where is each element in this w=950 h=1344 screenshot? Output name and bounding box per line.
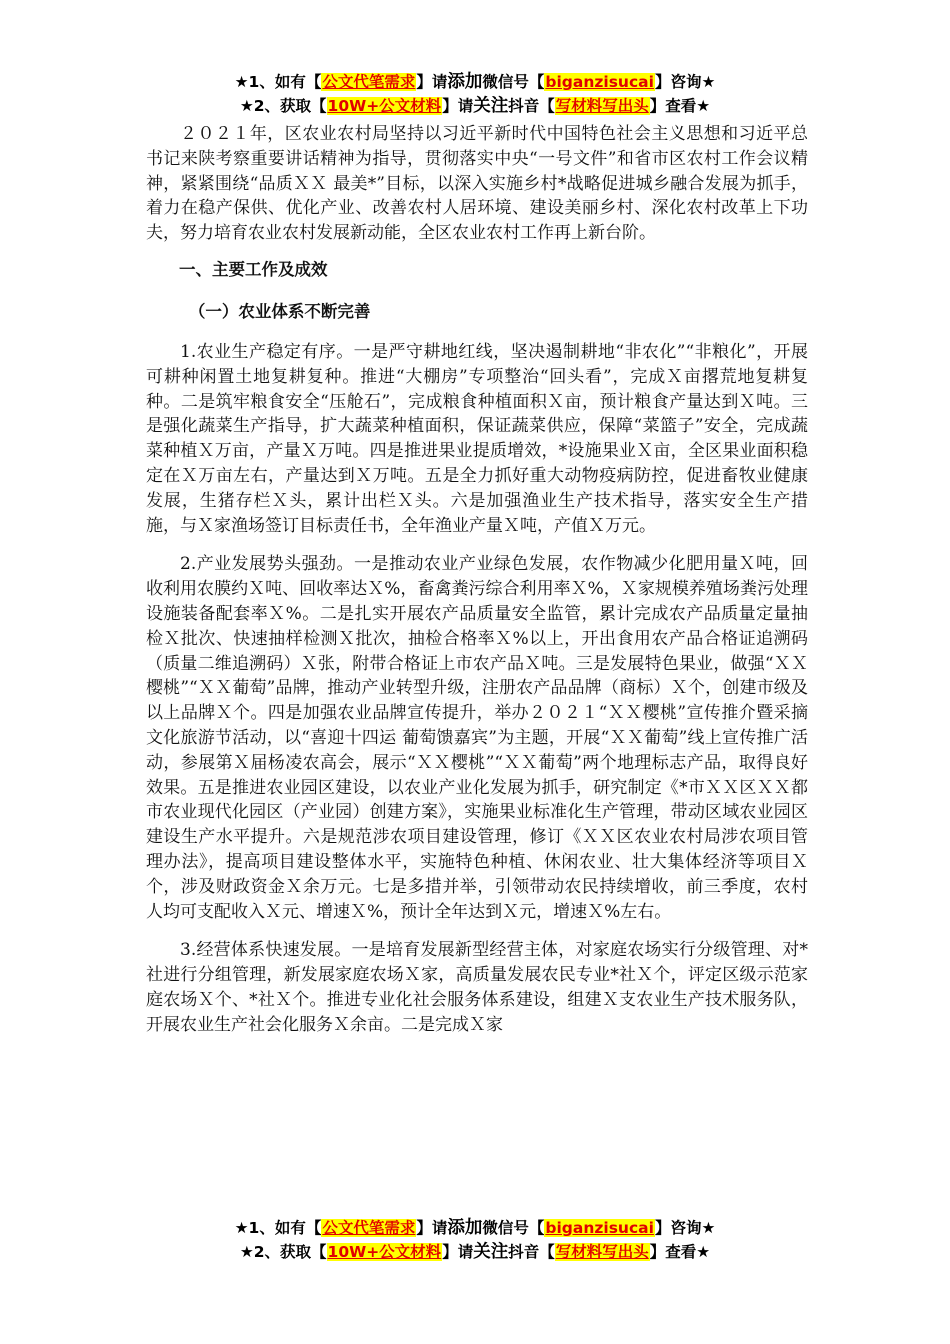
banner-text: ★1、如有【: [234, 1219, 322, 1237]
banner-text: 】查看★: [649, 1243, 711, 1261]
banner-line-2: [0, 94, 950, 118]
paragraph-operating-system: 3.经营体系快速发展。一是培育发展新型经营主体，对家庭农场实行分级管理、对*社进行分组管理，新发展家庭农场Ｘ家，高质量发展农民专业*社Ｘ个，评定区级示范家庭农场Ｘ个、*社Ｘ个。推进专业化社会服务体系建设，组建Ｘ支农业生产技术服务队，开展农业生产社会化服务Ｘ余亩。二是完成Ｘ家: [146, 940, 808, 1035]
banner-text: 】请: [442, 97, 474, 115]
banner-text: 抖音【: [508, 1243, 555, 1261]
section-heading: 一、主要工作及成效: [179, 259, 328, 279]
highlight-douyin-account: 写材料写出头: [555, 97, 649, 115]
banner-text: 微信号【: [482, 73, 545, 91]
banner-text: 】查看★: [649, 97, 711, 115]
banner-text: 微信号【: [482, 1219, 545, 1237]
highlight-materials: 10W+公文材料: [327, 97, 442, 115]
banner-line-1: [0, 70, 950, 94]
highlight-wechat-id: biganzisucai: [545, 1219, 654, 1237]
banner-emphasis: 添加: [447, 72, 483, 92]
intro-paragraph: ２０２１年，区农业农村局坚持以习近平新时代中国特色社会主义思想和习近平总书记来陕考察重要讲话精神为指导，贯彻落实中央“一号文件”和省市区农村工作会议精神，紧紧围绕“品质ＸＸ 最美*”目标，以深入实施乡村*战略促进城乡融合发展为抓手，着力在稳产保供、优化产业、改善农村人居环境、建设美丽乡村、深化农村改革上下功夫，努力培育农业农村发展新动能，全区农业农村工作再上新台阶。: [146, 124, 808, 244]
banner-text: 】咨询★: [654, 1219, 716, 1237]
banner-text: ★1、如有【: [234, 73, 322, 91]
paragraph-industry-development: 2.产业发展势头强劲。一是推动农业产业绿色发展，农作物减少化肥用量Ｘ吨，回收利用农膜约Ｘ吨、回收率达Ｘ%，畜禽粪污综合利用率Ｘ%，Ｘ家规模养殖场粪污处理设施装备配套率Ｘ%。二是扎实开展农产品质量安全监管，累计完成农产品质量定量抽检Ｘ批次、快速抽样检测Ｘ批次，抽检合格率Ｘ%以上，开出食用农产品合格证追溯码（质量二维追溯码）Ｘ张，附带合格证上市农产品Ｘ吨。三是发展特色果业，做强“ＸＸ樱桃”“ＸＸ葡萄”品牌，推动产业转型升级，注册农产品品牌（商标）Ｘ个，创建市级及以上品牌Ｘ个。四是加强农业品牌宣传提升，举办２０２１“ＸＸ樱桃”宣传推介暨采摘文化旅游节活动，以“喜迎十四运 葡萄馈嘉宾”为主题，开展“ＸＸ葡萄”线上宣传推广活动，参展第Ｘ届杨凌农高会，展示“ＸＸ樱桃”“ＸＸ葡萄”两个地理标志产品，取得良好效果。五是推进农业园区建设，以农业产业化发展为抓手，研究制定《*市ＸＸ区ＸＸ都市农业现代化园区（产业园）创建方案》，实施果业标准化生产管理，带动区域农业园区建设生产水平提升。六是规范涉农项目建设管理，修订《ＸＸ区农业农村局涉农项目管理办法》，提高项目建设整体水平，实施特色种植、休闲农业、壮大集体经济等项目Ｘ个，涉及财政资金Ｘ余万元。七是多措并举，引领带动农民持续增收，前三季度，农村人均可支配收入Ｘ元、增速Ｘ%，预计全年达到Ｘ元，增速Ｘ%左右。: [146, 554, 808, 922]
banner-text: ★2、获取【: [239, 1243, 327, 1261]
banner-text: 】请: [416, 73, 448, 91]
highlight-wechat-id: biganzisucai: [545, 73, 654, 91]
banner-text: 】请: [442, 1243, 474, 1261]
banner-text: ★2、获取【: [239, 97, 327, 115]
document-body: [146, 122, 808, 1052]
banner-emphasis: 添加: [447, 1218, 483, 1238]
highlight-douyin-account: 写材料写出头: [555, 1243, 649, 1261]
banner-text: 抖音【: [508, 97, 555, 115]
banner-text: 】请: [416, 1219, 448, 1237]
highlight-materials: 10W+公文材料: [327, 1243, 442, 1261]
banner-line-2: [0, 1240, 950, 1264]
banner-emphasis: 关注: [473, 96, 509, 116]
header-banner: [0, 70, 950, 118]
highlight-service: 公文代笔需求: [322, 1219, 416, 1237]
banner-text: 】咨询★: [654, 73, 716, 91]
footer-banner: [0, 1216, 950, 1264]
paragraph-agricultural-production: 1.农业生产稳定有序。一是严守耕地红线，坚决遏制耕地“非农化”“非粮化”，开展可耕种闲置土地复耕复种。推进“大棚房”专项整治“回头看”，完成Ｘ亩撂荒地复耕复种。二是筑牢粮食安全“压舱石”，完成粮食种植面积Ｘ亩，预计粮食产量达到Ｘ吨。三是强化蔬菜生产指导，扩大蔬菜种植面积，保证蔬菜供应，保障“菜篮子”安全，完成蔬菜种植Ｘ万亩，产量Ｘ万吨。四是推进果业提质增效，*设施果业Ｘ亩，全区果业面积稳定在Ｘ万亩左右，产量达到Ｘ万吨。五是全力抓好重大动物疫病防控，促进畜牧业健康发展，生猪存栏Ｘ头，累计出栏Ｘ头。六是加强渔业生产技术指导，落实安全生产措施，与Ｘ家渔场签订目标责任书，全年渔业产量Ｘ吨，产值Ｘ万元。: [146, 341, 808, 536]
highlight-service: 公文代笔需求: [322, 73, 416, 91]
banner-emphasis: 关注: [473, 1242, 509, 1262]
subsection-heading: （一）农业体系不断完善: [188, 301, 371, 321]
banner-line-1: [0, 1216, 950, 1240]
